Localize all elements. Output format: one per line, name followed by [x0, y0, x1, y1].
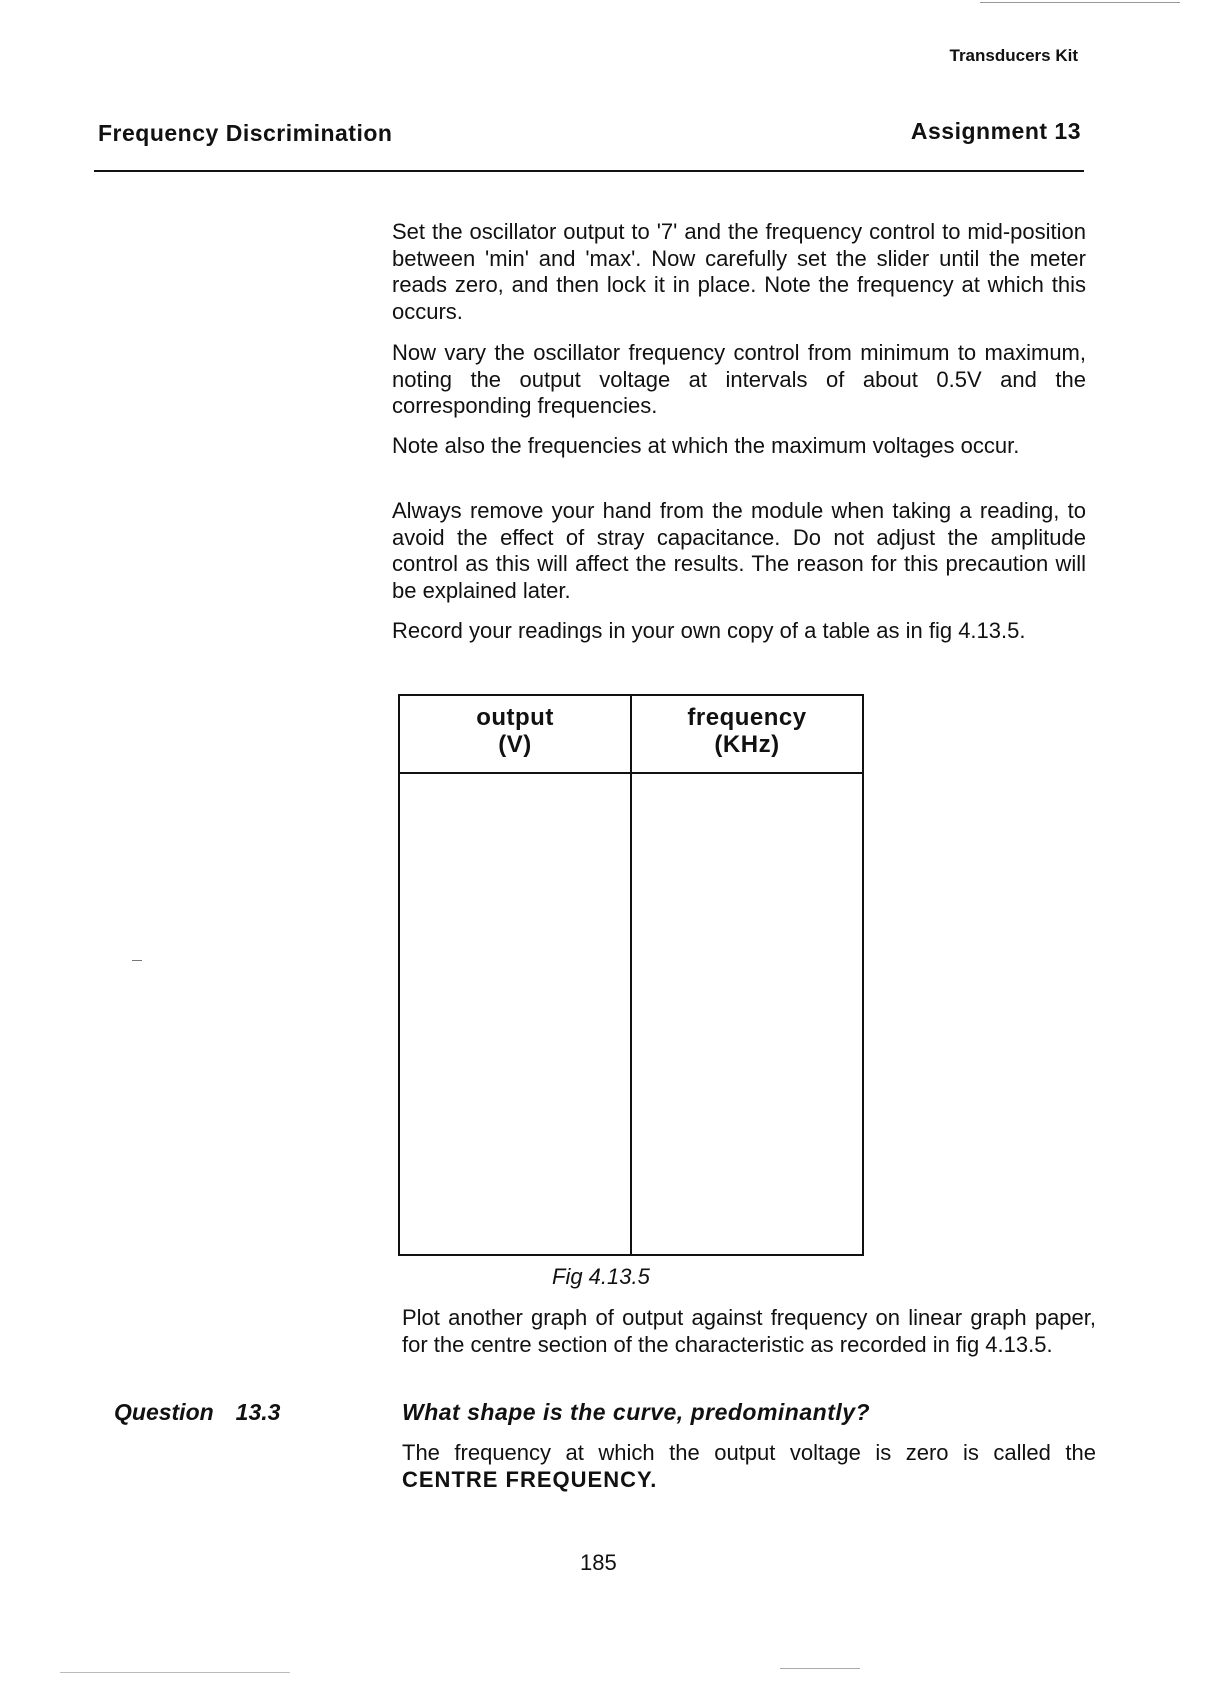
section-title: Frequency Discrimination: [98, 120, 393, 146]
instruction-paragraph-2: Now vary the oscillator frequency control from minimum to maximum, noting the output voltage at intervals of about 0.5V and the corresponding frequencies.: [392, 340, 1086, 418]
centre-frequency-sentence: The frequency at which the output voltage is zero is called the: [402, 1440, 1096, 1465]
output-column-title: output: [476, 704, 554, 731]
output-cell-empty: [399, 773, 631, 1255]
figure-caption: Fig 4.13.5: [552, 1264, 650, 1289]
output-column-header: [399, 695, 631, 773]
scan-speck: [132, 960, 142, 961]
question-text: What shape is the curve, predominantly?: [402, 1399, 871, 1425]
scan-bottom-noise: [60, 1672, 290, 1673]
table-row: [399, 773, 863, 1255]
question-word: Question: [114, 1399, 214, 1425]
plot-instruction-paragraph: Plot another graph of output against frequency on linear graph paper, for the centre section of the characteristic as recorded in fig 4.13.5.: [402, 1305, 1096, 1357]
frequency-column-header: [631, 695, 863, 773]
centre-frequency-paragraph: [402, 1440, 1096, 1493]
instruction-paragraph-3: Note also the frequencies at which the maximum voltages occur.: [392, 433, 1020, 458]
readings-table: [398, 694, 864, 1256]
scan-edge-mark: [980, 2, 1180, 3]
assignment-title: Assignment 13: [910, 118, 1081, 144]
kit-title: Transducers Kit: [949, 46, 1078, 65]
frequency-cell-empty: [631, 773, 863, 1255]
instruction-paragraph-1: Set the oscillator output to '7' and the frequency control to mid-position between 'min' and 'max'. Now carefully set the slider until the meter reads zero, and then lock it in place. Note the frequency at which this occurs.: [392, 219, 1086, 324]
instruction-paragraph-4: Always remove your hand from the module when taking a reading, to avoid the effect of stray capacitance. Do not adjust the amplitude control as this will affect the results. The reason for this precaution will be explained later.: [392, 498, 1086, 603]
centre-frequency-term: CENTRE FREQUENCY.: [402, 1466, 658, 1492]
header-divider: [94, 170, 1084, 172]
table-header-row: [399, 695, 863, 773]
frequency-column-title: frequency: [687, 704, 807, 731]
frequency-column-unit: (KHz): [714, 731, 780, 758]
scan-bottom-noise-right: [780, 1668, 860, 1669]
page-number: 185: [580, 1550, 617, 1575]
output-column-unit: (V): [498, 731, 532, 758]
question-label: [114, 1399, 280, 1426]
instruction-paragraph-5: Record your readings in your own copy of a table as in fig 4.13.5.: [392, 618, 1026, 643]
question-number: 13.3: [235, 1399, 281, 1425]
